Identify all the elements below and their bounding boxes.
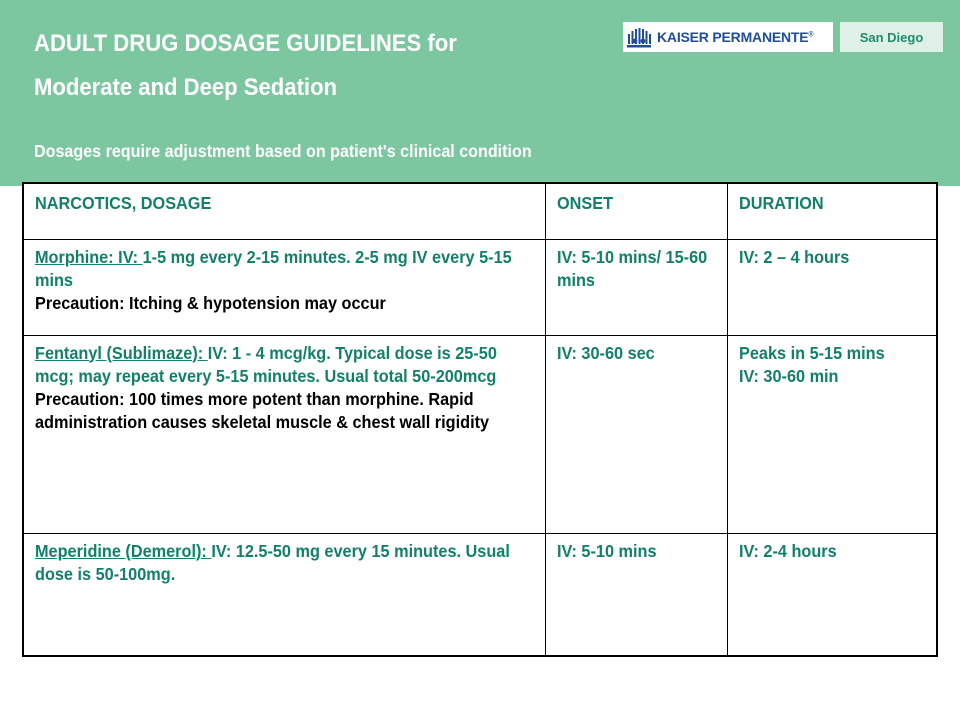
page-title [34,22,586,110]
duration-text: IV: 2 – 4 hours [738,246,850,267]
title-line-1: ADULT DRUG DOSAGE GUIDELINES for [34,30,457,57]
column-header-narcotics [23,183,546,239]
column-header-label: DURATION [738,193,824,213]
dosage-cell [23,239,546,335]
duration-cell [727,533,937,656]
kaiser-permanente-logo [623,22,833,52]
duration-text: IV: 2-4 hours [738,540,837,561]
drug-name: Morphine: IV: [35,246,143,267]
header-banner [0,0,960,186]
drug-name: Fentanyl (Sublimaze): [35,342,208,363]
onset-cell [546,239,728,335]
column-header-onset [546,183,728,239]
dosage-text: IV: 1 - 4 mcg/kg. Typical dose is 25-50 mcg; may repeat every 5-15 minutes. Usual total 50-200mcg [35,342,497,386]
region-badge: San Diego [840,22,943,52]
onset-cell [546,335,728,533]
dosage-cell [23,335,546,533]
column-header-label: NARCOTICS, DOSAGE [35,193,212,213]
precaution-text: Precaution: Itching & hypotension may occur [35,292,386,313]
logo-registered-mark: ® [808,31,814,39]
table-header-row [23,183,937,239]
table-row [23,239,937,335]
column-header-duration [727,183,937,239]
precaution-text: Precaution: 100 times more potent than morphine. Rapid administration causes skeletal muscle & chest wall rigidity [35,388,490,432]
onset-text: IV: 5-10 mins [557,540,657,561]
title-line-2: Moderate and Deep Sedation [34,74,338,101]
page-subtitle: Dosages require adjustment based on patient's clinical condition [34,141,532,161]
table-row [23,533,937,656]
logo-text: KAISER PERMANENTE [657,29,809,45]
onset-cell [546,533,728,656]
dosage-text: IV: 12.5-50 mg every 15 minutes. Usual dose is 50-100mg. [35,540,510,584]
kp-sunburst-icon [626,25,652,49]
dosage-cell [23,533,546,656]
onset-text: IV: 5-10 mins/ 15-60 mins [557,246,708,290]
duration-text: Peaks in 5-15 mins [738,342,885,363]
duration-cell [727,335,937,533]
logo-wordmark [657,29,813,45]
column-header-label: ONSET [557,193,614,213]
duration-cell [727,239,937,335]
dosage-text: 1-5 mg every 2-15 minutes. 2-5 mg IV every 5-15 mins [35,246,512,290]
drug-name: Meperidine (Demerol): [35,540,212,561]
duration-text-secondary: IV: 30-60 min [738,365,839,386]
onset-text: IV: 30-60 sec [557,342,655,363]
drug-dosage-table [22,182,938,657]
table-row [23,335,937,533]
